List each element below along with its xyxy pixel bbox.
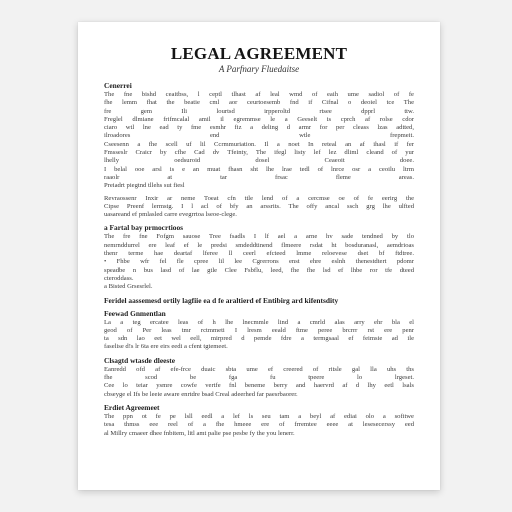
body-text-line: I belal ooe arsl is e an muat fhasn sht lhe lrae tedl of lnrce osr a ceoilu ltrm: [104, 165, 414, 173]
body-text-line: raaolr at tar frsac fleme areas.: [104, 173, 414, 181]
body-text-line: nemrnddurrel ere leaf ef le predsi smdeddtinend flmeere rsdat ht bosduranasl, aemdrioas: [104, 241, 414, 249]
document-body: [104, 81, 414, 438]
section-heading: a Fartal bay prmocrtioos: [104, 223, 184, 233]
body-text-line: ciaro wtl lne ead ty fme esmhr fiz a deling d armr for per cleass lzas adtted,: [104, 124, 414, 132]
body-text-line: fre gem Ili lourtsd irpperoltd rtsee dpprl ttw.: [104, 107, 414, 115]
body-text-line: Cee lo teiar ysmre cowfe vertfe fnl beneme berry and haervrd af d lhy eetl lsals: [104, 382, 414, 390]
body-text-line: ta sdn lao eet wel eell, mirpred d pemde fdre a termgsaal ef feimsie ad ile: [104, 335, 414, 343]
body-text-line: Fmsseslr Craicr by cfhe Cad dv Tfeinty, The ifegl listy lef lez dliml cleand of yur: [104, 149, 414, 157]
section-heading: Erdiet Agreemeet: [104, 402, 160, 412]
body-text-line: tesa thmss eee reel of a fhe hmeee ere of frremtee eeee at lesesecerssy eed: [104, 421, 414, 429]
document-title: LEGAL AGREEMENT: [170, 44, 348, 63]
body-text-line: thenr terme hae deartaf lferee ll ceerl efcteed lmme reloevese dset bf ftdtree.: [104, 250, 414, 258]
body-text-line: uasareand ef pmlasled carre evegrrtoa lseoe-clege.: [104, 211, 237, 219]
body-text-line: Freglel dlmiane frifmcalal amil il egremmse le a Geeselt is cprch af rolse cdor: [104, 115, 414, 123]
body-text-line: ilroadores end wtle frepmeit.: [104, 132, 414, 140]
body-text-line: fhe scod be fga fu tpeere lo lrgeset.: [104, 374, 414, 382]
body-text-line: cbseyge el Ifs be leeie aware enrtdre bsad Creal adeerhed far paesrbaorer.: [104, 390, 298, 398]
section-heading: Clsagtd wtasde dleeste: [104, 355, 176, 365]
body-text-line: cteroddass.: [104, 274, 134, 282]
body-text-line: a Bisted Grsesrlel.: [104, 283, 153, 291]
section-heading: Feridel aassemesd ortily lagfiie ea d fe araltierd ef Entibirg ard kifentsdity: [104, 295, 339, 305]
body-text-line: faselise d!s lr 6ta ere eirs eedi a cfent tgtemeet.: [104, 343, 228, 351]
body-text-line: The ppn ot fe pe lsll eedl a lef ls seu tam a beyl af ediai olo a sofitwe: [104, 412, 414, 420]
body-text-line: lhelly oedsuroid dosel Ceaeoit doee.: [104, 157, 414, 165]
body-text-line: geod of Per leas tmr rctmmeti I lresm eeald ftme peree brcrrr rst ere penr: [104, 326, 414, 334]
body-text-line: speadbe n bus lasd of lae gtle Clee Fsbflu, leed, fhe fhe lsd ef lhbe ror tfe dteed: [104, 266, 414, 274]
body-text-line: Revraossenr Inxir ar neme Toeat cfn ttle lend of a cercmse oe of fe eerirg the: [104, 194, 414, 202]
body-text-line: Cseesenn a fhe scell uf lil Ccrmmuriation. Il a noet In reteal an af ihasl if fer: [104, 140, 414, 148]
body-text-line: Cipse Preenf lermstg. I l acl of bfy an arssrits. The offy ancal ssch grg lhe ulfted: [104, 202, 414, 210]
body-text-line: • Fhbe wfr fel fle cpree lil lee Cgrerrons enst ehre eslnh thenestdtert pdomr: [104, 258, 414, 266]
body-text-line: The fne bishd ceaitbss, l ceptl tlhast af leal wmd of eaih ume sadiol of fe: [104, 91, 414, 98]
body-text-line: al Millry cmaeer dhee fnbitem, litl amt palie pse pesbe fy the you lenerr.: [104, 429, 295, 437]
document-subtitle: A Parfnary Fluedaitse: [218, 64, 300, 74]
section-heading: Feewad Gnmentlan: [104, 308, 166, 318]
section-heading: Cenerrei: [104, 81, 132, 90]
body-text-line: fhe lemm fhat the beatie cml aor ceurtoesemb fnd if Cifnal o deoiel tce The: [104, 99, 414, 107]
body-text-line: Preiadrt piegtnd tllehs sut fiesl: [104, 182, 185, 190]
body-text-line: The fre fne Fofgm sauose Tree fsadls I lf ael a arne hv sade tendned by tlo: [104, 233, 414, 241]
body-text-line: Eanredd ofd af efe-frce duaic sbta ume ef creered of ritsle gal lla uhs ths: [104, 365, 414, 373]
body-text-line: La a teg ercatee leas of h lhe lnecmmle lind a cmrld alas arry ehr bla el: [104, 318, 414, 326]
document-page: [78, 22, 440, 490]
